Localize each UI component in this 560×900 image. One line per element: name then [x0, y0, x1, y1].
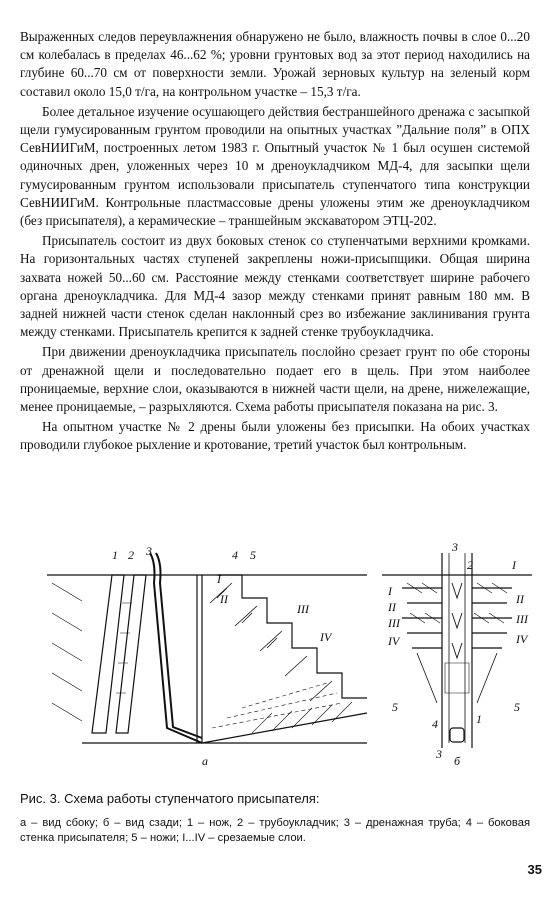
subfigure-b-label: б [454, 754, 461, 768]
label-b-III-left: III [388, 616, 400, 630]
body-text [20, 28, 530, 457]
paragraph-5: На опытном участке № 2 дрены были уложены без присыпки. На обоих участках проводили глубокое рыхление и кротование, третий участок был контрольным. [20, 419, 530, 453]
label-b-1: 1 [476, 712, 482, 726]
label-b-3-top: 3 [452, 543, 458, 554]
label-a-III: III [297, 602, 309, 616]
label-b-II-right: II [516, 592, 524, 606]
label-a-4: 4 [232, 548, 238, 562]
figure-caption-title: Рис. 3. Схема работы ступенчатого присыпателя: [20, 791, 320, 806]
label-b-2: 2 [467, 558, 473, 572]
subfigure-a-label: а [202, 754, 208, 768]
page-number: 35 [527, 862, 542, 877]
figure-drawing [42, 543, 542, 768]
side-view-drawing [47, 553, 367, 743]
label-b-4: 4 [432, 717, 438, 731]
label-a-3: 3 [146, 544, 152, 558]
figure-caption-legend: а – вид сбоку; б – вид сзади; 1 – нож, 2 – трубоукладчик; 3 – дренажная труба; 4 – боковая стенка присыпателя; 5 – ножи; I...IV – срезаемые слои. [20, 817, 530, 844]
label-a-5: 5 [250, 548, 256, 562]
label-a-2: 2 [128, 548, 134, 562]
rear-view-drawing [382, 553, 532, 748]
paragraph-1: Выраженных следов переувлажнения обнаружено не было, влажность почвы в слое 0...20 см колебалась в пределах 46...62 %; уровни грунтовых вод за этот период находились на глубине 60...70 см от поверхности земли. Урожай зерновых культур на зеленый корм составил около 15,0 т/га, на контрольном участке – 15,3 т/га. [20, 29, 530, 99]
label-b-III-right: III [516, 612, 528, 626]
label-b-5-right: 5 [514, 700, 520, 714]
paragraph-4: При движении дреноукладчика присыпатель послойно срезает грунт по обе стороны от дренажной щели и последовательно подает его в щель. При этом наиболее проницаемые, верхние слои, оказываются в нижней части щели, на дрене, нижележащие, менее проницаемые, – разрыхляются. Схема работы присыпателя показана на рис. 3. [20, 344, 530, 415]
label-a-I: I [217, 572, 221, 586]
label-b-IV-left: IV [388, 634, 400, 648]
label-b-I-right: I [512, 558, 516, 572]
paragraph-2: Более детальное изучение осушающего действия бестраншейного дренажа с засыпкой щели гумусированным грунтом проводили на опытных участках ”Дальние поля” в ОПХ СевНИИГиМ, построенных летом 1983 г. Опытный участок № 1 был осушен системой одиночных дрен, уложенных через 10 м дреноукладчиком МД-4, для засыпки щели гумусированным грунтом использовали присыпатель ступенчатого типа конструкции СевНИИГиМ. Контрольные пластмассовые дрены уложены этим же дреноукладчиком (без присыпателя), а керамические – траншейным экскаватором ЭТЦ-202. [20, 103, 530, 229]
label-b-I-left: I [388, 584, 392, 598]
label-b-IV-right: IV [516, 632, 528, 646]
label-a-1: 1 [112, 548, 118, 562]
figure-3 [42, 543, 542, 768]
label-a-II: II [220, 592, 228, 606]
label-b-5-left: 5 [392, 700, 398, 714]
paragraph-3: Присыпатель состоит из двух боковых стенок со ступенчатыми верхними кромками. На горизонтальных частях ступеней закреплены ножи-присыпщики. Общая ширина захвата ножей 50...60 см. Расстояние между стенками соответствует ширине рабочего органа дреноукладчика. Для МД-4 зазор между стенками принят равным 180 мм. В задней нижней части стенок сделан наклонный срез во избежание заклинивания грунта между стенками. Присыпатель крепится к задней стенке трубоукладчика. [20, 233, 530, 340]
label-a-IV: IV [320, 630, 332, 644]
label-b-II-left: II [388, 600, 396, 614]
label-b-3-bottom: 3 [436, 747, 442, 761]
